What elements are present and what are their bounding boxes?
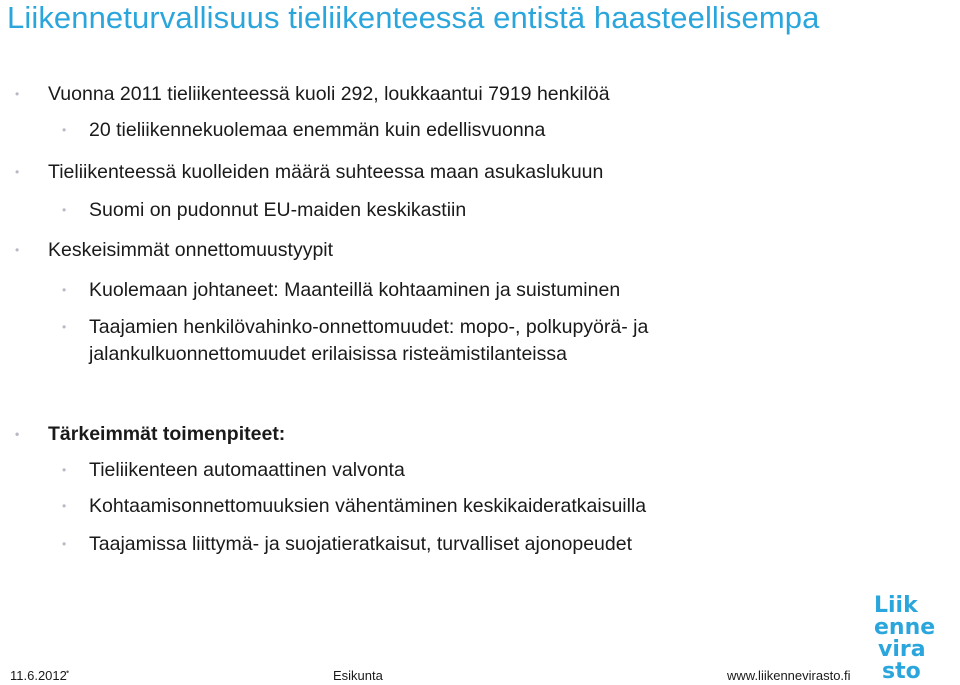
logo-line: enne xyxy=(874,615,936,640)
bullet-icon: • xyxy=(15,427,20,441)
bullet-item xyxy=(62,530,633,558)
bullet-text: Kohtaamisonnettomuuksien vähentäminen keskikaideratkaisuilla xyxy=(89,495,647,517)
bullet-text: Keskeisimmät onnettomuustyypit xyxy=(48,239,334,261)
bullet-item xyxy=(62,116,546,144)
logo-line: sto xyxy=(882,659,921,682)
liikennevirasto-logo-icon xyxy=(872,592,956,682)
bullet-icon: • xyxy=(62,463,67,477)
bullet-text: Tieliikenteen automaattinen valvonta xyxy=(89,459,405,481)
bullet-item-continuation xyxy=(89,340,567,368)
bullet-item xyxy=(15,420,286,448)
bullet-icon: • xyxy=(15,87,20,101)
footer-presenter: Esikunta xyxy=(333,668,383,683)
bullet-item xyxy=(15,80,610,108)
bullet-text: jalankulkuonnettomuudet erilaisissa risteämistilanteissa xyxy=(89,343,567,365)
bullet-item xyxy=(62,313,649,341)
bullet-text: 20 tieliikennekuolemaa enemmän kuin edellisvuonna xyxy=(89,119,546,141)
bullet-item xyxy=(15,158,604,186)
bullet-icon: • xyxy=(62,320,67,334)
logo-line: Liik xyxy=(874,593,918,618)
slide-title: Liikenneturvallisuus tieliikenteessä entistä haasteellisempa xyxy=(7,0,820,35)
bullet-text: Vuonna 2011 tieliikenteessä kuoli 292, loukkaantui 7919 henkilöä xyxy=(48,83,610,105)
logo-line: vira xyxy=(878,637,926,662)
bullet-text: Tieliikenteessä kuolleiden määrä suhteessa maan asukaslukuun xyxy=(48,161,604,183)
bullet-text: Tärkeimmät toimenpiteet: xyxy=(48,423,286,445)
bullet-item xyxy=(62,492,647,520)
bullet-item xyxy=(15,236,334,264)
bullet-text: Taajamissa liittymä- ja suojatieratkaisut, turvalliset ajonopeudet xyxy=(89,533,633,555)
bullet-text: Taajamien henkilövahinko-onnettomuudet: mopo-, polkupyörä- ja xyxy=(89,316,649,338)
bullet-icon: • xyxy=(62,499,67,513)
bullet-icon: • xyxy=(62,537,67,551)
footer-website: www.liikennevirasto.fi xyxy=(727,668,851,683)
bullet-icon: • xyxy=(62,203,67,217)
bullet-text: Suomi on pudonnut EU-maiden keskikastiin xyxy=(89,199,467,221)
bullet-item xyxy=(62,196,467,224)
bullet-text: Kuolemaan johtaneet: Maanteillä kohtaaminen ja suistuminen xyxy=(89,279,621,301)
bullet-item xyxy=(62,456,405,484)
footer-date: 11.6.2012 xyxy=(10,668,67,683)
bullet-icon: • xyxy=(62,123,67,137)
bullet-icon: • xyxy=(62,283,67,297)
bullet-item xyxy=(62,276,621,304)
bullet-icon: • xyxy=(15,243,20,257)
bullet-icon: • xyxy=(15,165,20,179)
footer-separator-icon: • xyxy=(66,667,70,677)
